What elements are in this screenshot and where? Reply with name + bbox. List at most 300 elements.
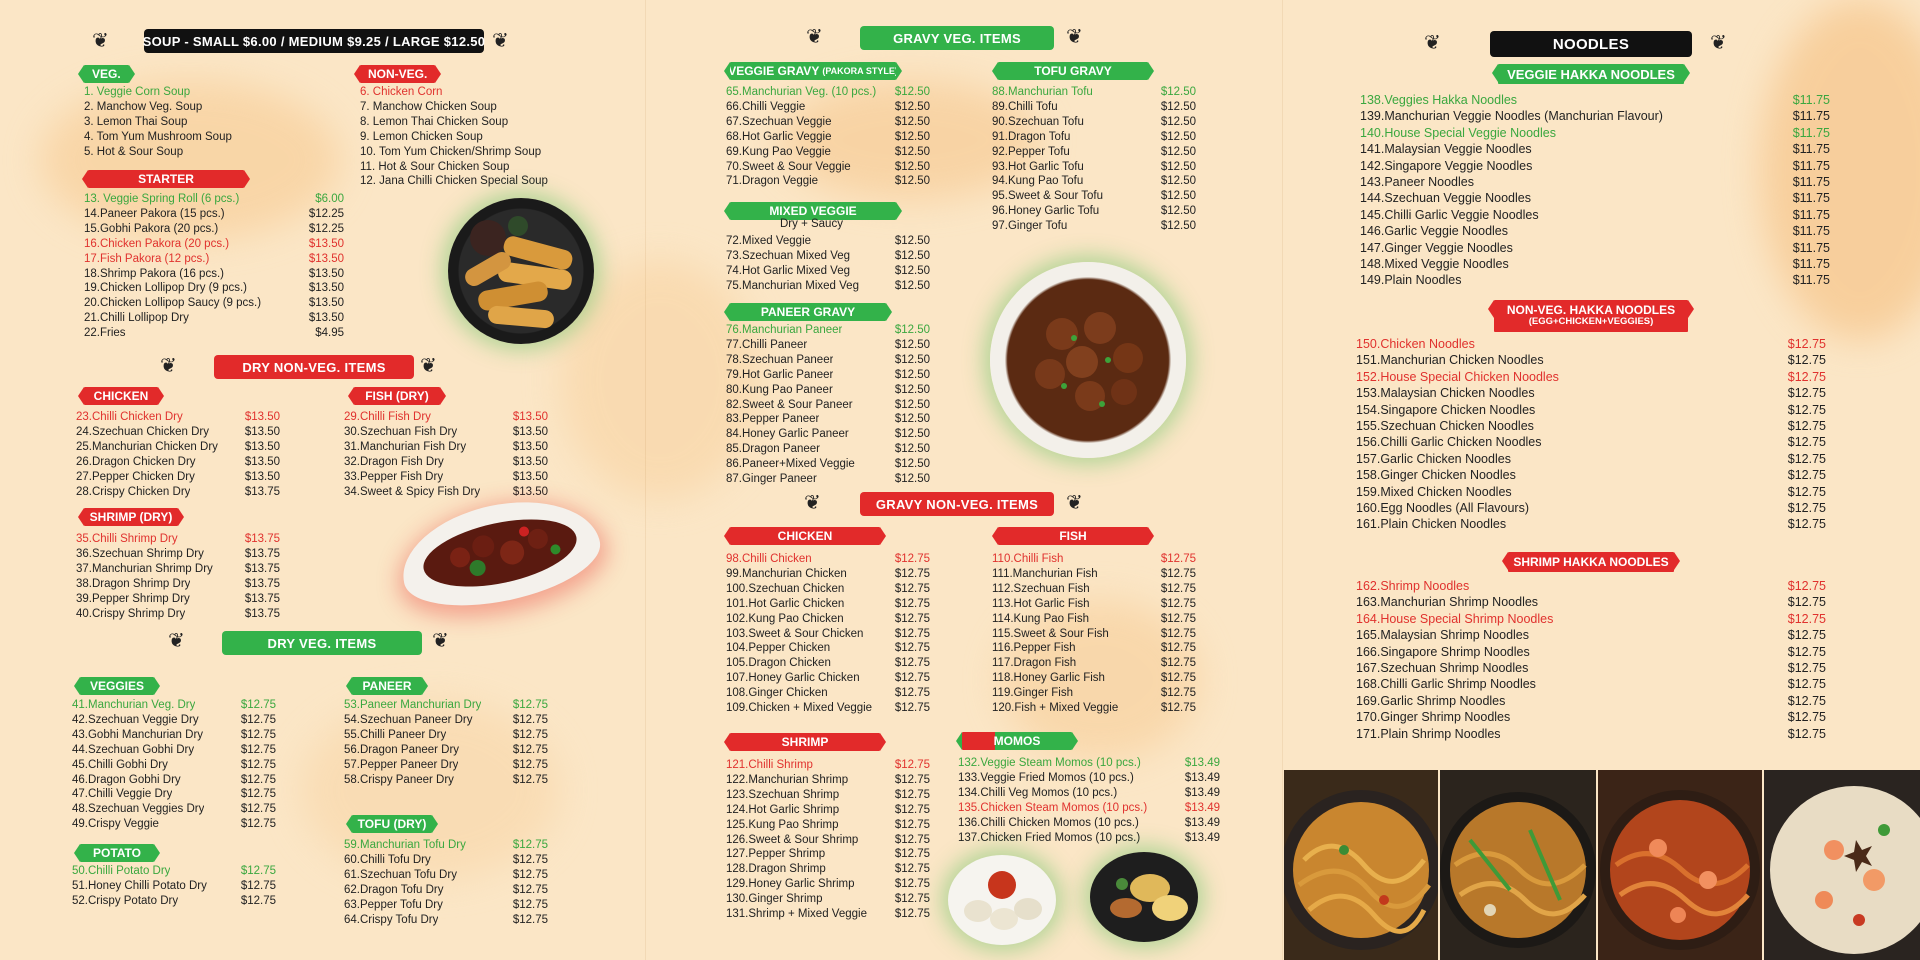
menu-item-price: $12.50: [1160, 205, 1196, 218]
menu-item-price: $13.75: [244, 592, 280, 605]
menu-item-price: $12.75: [894, 863, 930, 876]
menu-item: [76, 440, 280, 455]
menu-item-name: 135.Chicken Steam Momos (10 pcs.): [958, 801, 1148, 814]
menu-item-price: $12.75: [1787, 628, 1826, 643]
menu-item-price: $13.50: [308, 267, 344, 280]
menu-item-price: $12.25: [308, 222, 344, 235]
menu-item-price: $13.49: [1184, 801, 1220, 814]
menu-item: [726, 686, 930, 701]
menu-item-price: $13.49: [1184, 831, 1220, 844]
menu-item-name: 51.Honey Chilli Potato Dry: [72, 879, 207, 892]
menu-item-name: 23.Chilli Chicken Dry: [76, 411, 183, 423]
gravy-shrimp-tag: SHRIMP: [730, 733, 880, 751]
menu-item-name: 132.Veggie Steam Momos (10 pcs.): [958, 757, 1141, 769]
dry-chicken-list: [76, 410, 280, 499]
dry-veg-banner: DRY VEG. ITEMS: [222, 631, 422, 655]
menu-item-price: $12.75: [240, 894, 276, 907]
menu-item: [1356, 516, 1826, 532]
menu-item-name: 31.Manchurian Fish Dry: [344, 440, 467, 453]
menu-item: [344, 853, 548, 868]
menu-item-name: 138.Veggies Hakka Noodles: [1360, 93, 1518, 107]
menu-item-price: $12.50: [1160, 115, 1196, 128]
mixed-veggie-list: [726, 234, 930, 294]
menu-item-price: $12.75: [512, 868, 548, 881]
menu-item-name: 139.Manchurian Veggie Noodles (Manchurian Flavour): [1360, 109, 1663, 124]
menu-item-name: 57.Pepper Paneer Dry: [344, 758, 459, 771]
menu-item: [726, 115, 930, 130]
menu-item-name: 66.Chilli Veggie: [726, 100, 806, 113]
menu-item: [344, 410, 548, 425]
gravy-chicken-tag: CHICKEN: [730, 527, 880, 545]
menu-item-price: $11.75: [1792, 93, 1830, 107]
menu-item-name: 77.Chilli Paneer: [726, 338, 808, 351]
ornament-icon: ❦: [168, 628, 185, 652]
spring-roll-icon: [448, 198, 594, 344]
menu-item-price: $12.50: [894, 160, 930, 173]
menu-item-name: 78.Szechuan Paneer: [726, 353, 834, 366]
menu-item-price: $12.75: [512, 713, 548, 726]
menu-item: [344, 773, 548, 788]
dry-paneer-tag: PANEER: [352, 677, 422, 695]
nonveg-hakka-label: NON-VEG. HAKKA NOODLES: [1506, 303, 1676, 318]
menu-item: [1360, 158, 1830, 174]
menu-item-name: 98.Chilli Chicken: [726, 553, 812, 565]
menu-item-price: $12.75: [1160, 567, 1196, 580]
menu-item-price: $12.50: [1160, 220, 1196, 233]
soup-veg-list: [84, 85, 264, 160]
menu-item: [344, 868, 548, 883]
menu-item: [958, 786, 1220, 801]
menu-item: [726, 353, 930, 368]
menu-item-price: $12.75: [1787, 484, 1826, 499]
menu-item-name: 84.Honey Garlic Paneer: [726, 428, 849, 441]
mixed-veggie-note: Dry + Saucy: [780, 218, 843, 230]
menu-item-name: 70.Sweet & Sour Veggie: [726, 160, 851, 173]
menu-item-name: 39.Pepper Shrimp Dry: [76, 592, 190, 605]
menu-item-name: 126.Sweet & Sour Shrimp: [726, 833, 859, 846]
menu-item: [992, 115, 1196, 130]
ornament-icon: ❦: [492, 28, 509, 52]
menu-item-name: 105.Dragon Chicken: [726, 657, 831, 670]
menu-item-name: 149.Plain Noodles: [1360, 273, 1462, 288]
menu-item: [84, 115, 264, 130]
menu-item: [726, 597, 930, 612]
menu-item-name: 59.Manchurian Tofu Dry: [344, 839, 466, 851]
shrimp-noodles-icon: [1598, 770, 1762, 960]
menu-item: [72, 787, 276, 802]
menu-item: [84, 252, 344, 267]
menu-item-price: $13.50: [308, 312, 344, 325]
menu-item: [1356, 726, 1826, 742]
menu-item-price: $12.50: [894, 398, 930, 411]
menu-item-name: 143.Paneer Noodles: [1360, 175, 1474, 190]
menu-item-name: 26.Dragon Chicken Dry: [76, 455, 196, 468]
menu-item-name: 76.Manchurian Paneer: [726, 324, 843, 336]
menu-item-name: 110.Chilli Fish: [992, 553, 1064, 565]
menu-item: [1360, 125, 1830, 141]
menu-item-name: 41.Manchurian Veg. Dry: [72, 699, 196, 711]
menu-item: [1356, 611, 1826, 627]
menu-item: [84, 267, 344, 282]
menu-item: [726, 656, 930, 671]
menu-item-price: $12.75: [1160, 582, 1196, 595]
menu-item: [1360, 174, 1830, 190]
menu-item: [992, 612, 1196, 627]
menu-item-price: $12.75: [1787, 353, 1826, 368]
menu-item-price: $12.75: [1787, 693, 1826, 708]
menu-item-price: $12.75: [894, 657, 930, 670]
menu-item: [360, 160, 600, 175]
menu-item-price: $12.75: [240, 803, 276, 816]
menu-item-price: $12.75: [894, 908, 930, 921]
menu-item-name: 69.Kung Pao Veggie: [726, 145, 831, 158]
soup-banner: SOUP - SMALL $6.00 / MEDIUM $9.25 / LARGE $12.50: [144, 29, 484, 53]
menu-item-price: $12.75: [894, 687, 930, 700]
soup-veg-tag: VEG.: [84, 65, 129, 83]
menu-item-name: 35.Chilli Shrimp Dry: [76, 533, 178, 545]
menu-item: [958, 771, 1220, 786]
menu-item-price: $12.75: [1160, 702, 1196, 715]
menu-item-name: 11. Hot & Sour Chicken Soup: [360, 160, 510, 173]
veg-noodles-icon: [1440, 770, 1596, 960]
menu-item-name: 14.Paneer Pakora (15 pcs.): [84, 207, 225, 220]
menu-item-price: $11.75: [1792, 257, 1830, 272]
menu-item-price: $12.50: [1160, 100, 1196, 113]
noodles-banner: NOODLES: [1490, 31, 1692, 57]
menu-item-name: 20.Chicken Lollipop Saucy (9 pcs.): [84, 297, 262, 310]
menu-item: [726, 368, 930, 383]
menu-item-price: $12.50: [1160, 190, 1196, 203]
menu-item: [76, 410, 280, 425]
menu-item: [1356, 484, 1826, 500]
starter-list: [84, 192, 344, 341]
menu-item-price: $12.75: [240, 713, 276, 726]
menu-item-price: $12.75: [1160, 687, 1196, 700]
menu-item-price: $12.50: [1160, 130, 1196, 143]
menu-item-name: 4. Tom Yum Mushroom Soup: [84, 130, 232, 143]
menu-item: [360, 130, 600, 145]
menu-item: [726, 552, 930, 567]
menu-item: [1356, 693, 1826, 709]
menu-item: [360, 100, 600, 115]
menu-item-name: 16.Chicken Pakora (20 pcs.): [84, 237, 230, 250]
menu-item-price: $13.75: [244, 577, 280, 590]
menu-item-name: 150.Chicken Noodles: [1356, 337, 1475, 351]
menu-item-price: $12.75: [1787, 611, 1826, 626]
menu-item-price: $12.50: [894, 249, 930, 262]
menu-item: [1360, 207, 1830, 223]
menu-item-name: 169.Garlic Shrimp Noodles: [1356, 693, 1506, 708]
menu-item-price: $12.75: [1787, 710, 1826, 725]
menu-item: [344, 440, 548, 455]
menu-item: [72, 713, 276, 728]
menu-item: [344, 913, 548, 928]
menu-item-name: 127.Pepper Shrimp: [726, 848, 826, 861]
menu-item-name: 94.Kung Pao Tofu: [992, 175, 1084, 188]
menu-item: [992, 552, 1196, 567]
menu-item-name: 153.Malaysian Chicken Noodles: [1356, 386, 1535, 401]
menu-item-name: 123.Szechuan Shrimp: [726, 788, 840, 801]
dry-potato-list: [72, 864, 276, 909]
menu-item-name: 155.Szechuan Chicken Noodles: [1356, 419, 1534, 434]
menu-item: [726, 582, 930, 597]
menu-item-name: 101.Hot Garlic Chicken: [726, 597, 845, 610]
menu-item: [726, 323, 930, 338]
menu-item: [726, 85, 930, 100]
menu-item-price: $12.75: [512, 699, 548, 711]
menu-item: [1360, 190, 1830, 206]
dumplings-icon: [948, 855, 1056, 945]
menu-item: [992, 85, 1196, 100]
menu-item-name: 147.Ginger Veggie Noodles: [1360, 240, 1513, 255]
dry-tofu-list: [344, 838, 548, 927]
menu-item-name: 19.Chicken Lollipop Dry (9 pcs.): [84, 282, 247, 295]
ornament-icon: ❦: [1066, 490, 1083, 514]
menu-item: [1356, 385, 1826, 401]
menu-item-name: 114.Kung Pao Fish: [992, 612, 1089, 625]
menu-item: [76, 547, 280, 562]
nonveg-hakka-tag: [1494, 300, 1688, 332]
chilli-chicken-icon: [392, 485, 608, 620]
menu-item-price: $13.49: [1184, 786, 1220, 799]
menu-item-price: $12.75: [894, 642, 930, 655]
menu-item: [84, 237, 344, 252]
menu-item: [344, 743, 548, 758]
menu-item-price: $12.75: [240, 758, 276, 771]
gravy-veg-banner: GRAVY VEG. ITEMS: [860, 26, 1054, 50]
menu-item-name: 108.Ginger Chicken: [726, 687, 828, 700]
menu-item-price: $12.50: [894, 428, 930, 441]
menu-item-name: 148.Mixed Veggie Noodles: [1360, 257, 1509, 272]
menu-item: [1360, 92, 1830, 108]
menu-item-price: $13.50: [512, 485, 548, 498]
menu-item: [72, 743, 276, 758]
menu-item: [726, 847, 930, 862]
menu-item-price: $12.75: [240, 773, 276, 786]
menu-item-name: 163.Manchurian Shrimp Noodles: [1356, 595, 1539, 610]
menu-item-price: $12.75: [894, 567, 930, 580]
menu-item-price: $12.50: [894, 368, 930, 381]
menu-item-name: 62.Dragon Tofu Dry: [344, 883, 444, 896]
menu-item-name: 74.Hot Garlic Mixed Veg: [726, 264, 851, 277]
menu-item-name: 29.Chilli Fish Dry: [344, 411, 431, 423]
menu-item: [72, 728, 276, 743]
menu-item-name: 27.Pepper Chicken Dry: [76, 470, 195, 483]
menu-item-price: $12.25: [308, 207, 344, 220]
menu-item: [1356, 594, 1826, 610]
menu-item: [726, 641, 930, 656]
menu-item-name: 107.Honey Garlic Chicken: [726, 672, 860, 685]
menu-item: [726, 457, 930, 472]
menu-item-price: $12.75: [240, 699, 276, 711]
menu-item: [992, 582, 1196, 597]
menu-item-name: 12. Jana Chilli Chicken Special Soup: [360, 175, 548, 188]
menu-item-price: $12.75: [1787, 435, 1826, 450]
menu-item: [726, 788, 930, 803]
momos-plate-image: [948, 855, 1056, 945]
menu-item-name: 141.Malaysian Veggie Noodles: [1360, 142, 1532, 157]
menu-item-price: $13.50: [308, 252, 344, 265]
menu-item-price: $12.75: [894, 612, 930, 625]
menu-item-price: $6.00: [315, 193, 344, 205]
menu-item-price: $12.50: [894, 338, 930, 351]
menu-item: [72, 817, 276, 832]
menu-item-name: 130.Ginger Shrimp: [726, 893, 823, 906]
menu-item: [72, 773, 276, 788]
menu-item: [344, 838, 548, 853]
soup-nonveg-list: [360, 85, 600, 189]
menu-item: [726, 627, 930, 642]
menu-item-price: $12.75: [240, 788, 276, 801]
menu-item-name: 156.Chilli Garlic Chicken Noodles: [1356, 435, 1542, 450]
menu-item: [992, 130, 1196, 145]
dry-shrimp-list: [76, 532, 280, 621]
menu-item-price: $12.75: [894, 672, 930, 685]
tofu-gravy-list: [992, 85, 1196, 234]
menu-item: [72, 894, 276, 909]
dry-veggies-tag: VEGGIES: [80, 677, 154, 695]
menu-item: [992, 174, 1196, 189]
ornament-icon: ❦: [1424, 30, 1441, 54]
menu-item-name: 159.Mixed Chicken Noodles: [1356, 484, 1512, 499]
menu-item-price: $12.75: [512, 743, 548, 756]
menu-item: [726, 907, 930, 922]
spring-roll-plate-image: [448, 198, 594, 344]
menu-item-name: 83.Pepper Paneer: [726, 413, 820, 426]
menu-item-name: 38.Dragon Shrimp Dry: [76, 577, 191, 590]
menu-item-name: 137.Chicken Fried Momos (10 pcs.): [958, 831, 1141, 844]
menu-item-price: $13.75: [244, 607, 280, 620]
menu-item-price: $12.50: [894, 264, 930, 277]
menu-item-price: $11.75: [1792, 158, 1830, 173]
menu-item-price: $4.95: [315, 327, 344, 340]
menu-item-name: 118.Honey Garlic Fish: [992, 672, 1105, 685]
menu-item: [726, 472, 930, 487]
menu-item-price: $12.50: [894, 145, 930, 158]
menu-item: [1356, 644, 1826, 660]
menu-item: [1356, 434, 1826, 450]
menu-item: [76, 470, 280, 485]
menu-item-name: 7. Manchow Chicken Soup: [360, 100, 497, 113]
menu-item: [726, 892, 930, 907]
momos-tag: MOMOS: [962, 732, 1072, 750]
menu-item-name: 146.Garlic Veggie Noodles: [1360, 224, 1509, 239]
menu-item-price: $12.75: [1787, 369, 1826, 384]
menu-item: [726, 249, 930, 264]
menu-item-price: $12.75: [1787, 661, 1826, 676]
menu-item-price: $13.50: [244, 411, 280, 423]
menu-item-name: 22.Fries: [84, 327, 126, 340]
menu-item: [726, 567, 930, 582]
menu-item: [726, 442, 930, 457]
gravy-fish-list: [992, 552, 1196, 716]
menu-item-name: 32.Dragon Fish Dry: [344, 455, 444, 468]
menu-item-price: $12.75: [894, 597, 930, 610]
menu-item-name: 128.Dragon Shrimp: [726, 863, 826, 876]
menu-item: [72, 698, 276, 713]
menu-item-price: $12.75: [1787, 386, 1826, 401]
menu-item: [992, 145, 1196, 160]
menu-item-price: $11.75: [1792, 175, 1830, 190]
tofu-gravy-tag: TOFU GRAVY: [998, 62, 1148, 80]
menu-item-name: 1. Veggie Corn Soup: [84, 86, 191, 98]
menu-item-name: 9. Lemon Chicken Soup: [360, 130, 483, 143]
menu-item-name: 72.Mixed Veggie: [726, 235, 812, 247]
menu-item: [1360, 256, 1830, 272]
fried-dumplings-icon: [1090, 852, 1198, 942]
menu-item-price: $11.75: [1792, 109, 1830, 124]
menu-item-price: $12.75: [894, 893, 930, 906]
menu-item-name: 171.Plain Shrimp Noodles: [1356, 726, 1501, 741]
menu-item: [76, 425, 280, 440]
menu-item-price: $12.50: [1160, 175, 1196, 188]
menu-item-name: 58.Crispy Paneer Dry: [344, 773, 454, 786]
menu-item-name: 18.Shrimp Pakora (16 pcs.): [84, 267, 224, 280]
menu-item: [992, 597, 1196, 612]
menu-item-price: $13.50: [512, 470, 548, 483]
menu-item-name: 100.Szechuan Chicken: [726, 582, 845, 595]
menu-item-price: $12.75: [512, 898, 548, 911]
menu-item-price: $12.50: [894, 473, 930, 486]
menu-item: [1356, 418, 1826, 434]
menu-item-price: $12.75: [1160, 672, 1196, 685]
menu-item-price: $12.75: [1787, 402, 1826, 417]
menu-item-price: $12.75: [240, 818, 276, 831]
fried-momos-plate-image: [1090, 852, 1198, 942]
menu-item: [76, 455, 280, 470]
menu-item: [1356, 709, 1826, 725]
nonveg-hakka-list: [1356, 336, 1826, 533]
menu-item-name: 28.Crispy Chicken Dry: [76, 485, 191, 498]
menu-item-price: $12.75: [240, 743, 276, 756]
menu-item-name: 63.Pepper Tofu Dry: [344, 898, 443, 911]
menu-item: [1356, 451, 1826, 467]
menu-item-name: 54.Szechuan Paneer Dry: [344, 713, 473, 726]
menu-item-name: 93.Hot Garlic Tofu: [992, 160, 1084, 173]
soup-nonveg-tag: NON-VEG.: [360, 65, 435, 83]
fried-rice-photo: [1764, 770, 1920, 960]
veggie-hakka-list: [1360, 92, 1830, 289]
menu-item-name: 46.Dragon Gobhi Dry: [72, 773, 181, 786]
menu-item: [726, 612, 930, 627]
menu-item: [992, 671, 1196, 686]
menu-item: [344, 883, 548, 898]
menu-item: [360, 174, 600, 189]
menu-item-price: $12.75: [1787, 451, 1826, 466]
ornament-icon: ❦: [92, 28, 109, 52]
menu-item-name: 142.Singapore Veggie Noodles: [1360, 158, 1533, 173]
menu-item-name: 158.Ginger Chicken Noodles: [1356, 468, 1516, 483]
mixed-veggie-tag: MIXED VEGGIE: [730, 202, 896, 220]
manchurian-balls-icon: [990, 262, 1186, 458]
menu-item-price: $12.50: [1160, 86, 1196, 98]
menu-item: [84, 326, 344, 341]
menu-item-price: $12.75: [512, 773, 548, 786]
menu-item-name: 21.Chilli Lollipop Dry: [84, 312, 189, 325]
momos-list: [958, 756, 1220, 845]
menu-item: [76, 562, 280, 577]
menu-item: [1356, 500, 1826, 516]
menu-item: [84, 130, 264, 145]
gravy-chicken-list: [726, 552, 930, 716]
menu-item: [84, 281, 344, 296]
menu-item: [84, 100, 264, 115]
menu-item-name: 80.Kung Pao Paneer: [726, 383, 833, 396]
menu-item-name: 37.Manchurian Shrimp Dry: [76, 562, 213, 575]
ornament-icon: ❦: [804, 490, 821, 514]
menu-item-price: $12.75: [1160, 642, 1196, 655]
menu-item-name: 10. Tom Yum Chicken/Shrimp Soup: [360, 145, 542, 158]
